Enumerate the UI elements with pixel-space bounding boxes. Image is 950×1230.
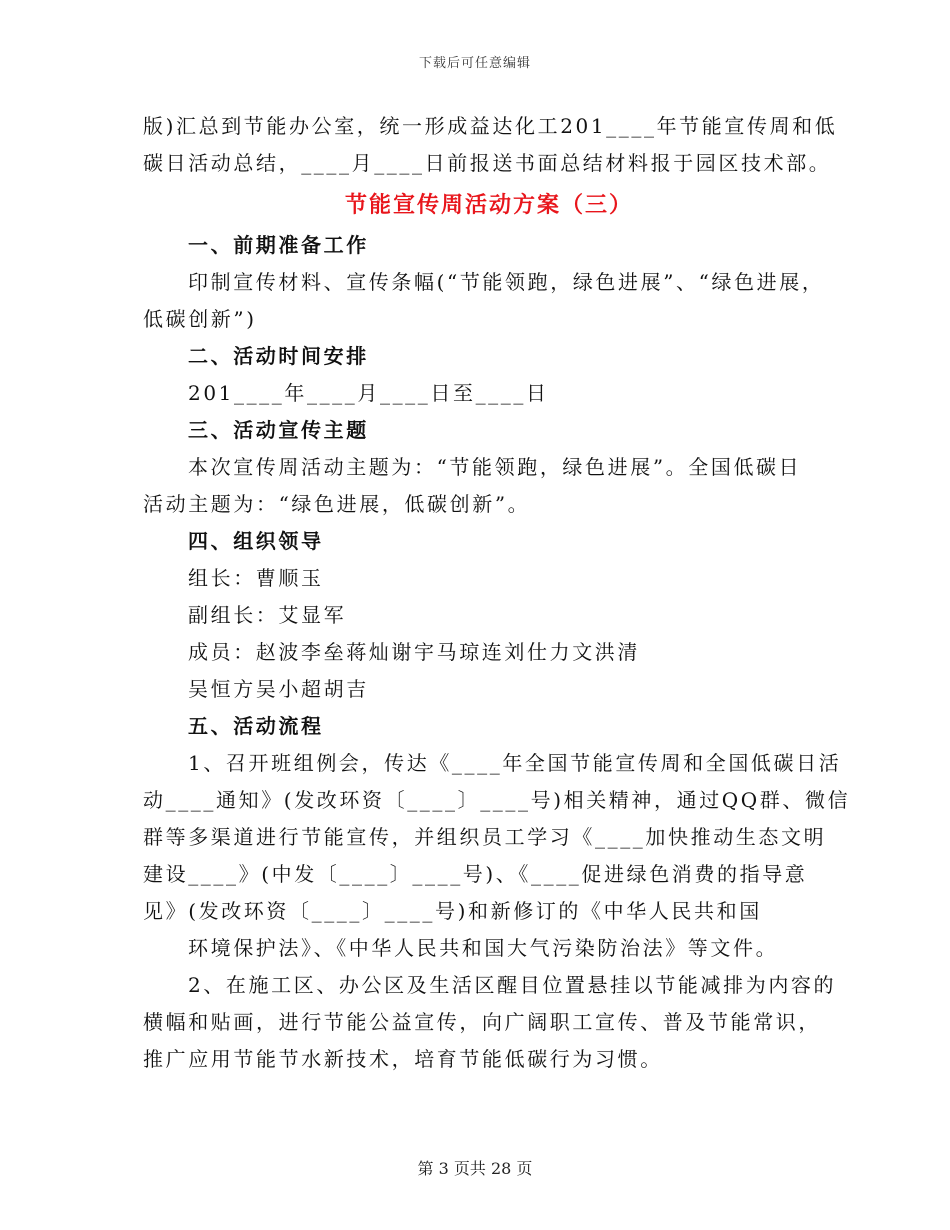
- section-heading: 五、活动流程: [188, 714, 324, 738]
- page-header: 下载后可任意编辑: [418, 56, 531, 71]
- members-line: 吴恒方吴小超胡吉: [188, 677, 369, 701]
- paragraph-line: 横幅和贴画，进行节能公益宣传，向广阔职工宣传、普及节能常识，: [143, 1010, 821, 1034]
- deputy-leader-line: 副组长：艾显军: [188, 603, 347, 627]
- section-heading: 四、组织领导: [188, 529, 324, 553]
- paragraph-line: 201____年____月____日至____日: [188, 381, 549, 405]
- section-heading: 一、前期准备工作: [188, 233, 369, 257]
- paragraph-line: 2、在施工区、办公区及生活区醒目位置悬挂以节能减排为内容的: [188, 973, 837, 997]
- paragraph-line: 环境保护法》、《中华人民共和国大气污染防治法》等文件。: [188, 936, 779, 960]
- paragraph-line: 印制宣传材料、宣传条幅(“节能领跑，绿色进展”、“绿色进展，: [188, 270, 825, 294]
- paragraph-line: 版)汇总到节能办公室，统一形成益达化工201____年节能宣传周和低: [143, 114, 838, 138]
- paragraph-line: 推广应用节能节水新技术，培育节能低碳行为习惯。: [143, 1047, 663, 1071]
- paragraph-line: 本次宣传周活动主题为：“节能领跑，绿色进展”。全国低碳日: [188, 455, 802, 479]
- paragraph-line: 见》(发改环资〔____〕____号)和新修订的《中华人民共和国: [143, 899, 762, 923]
- members-line: 成员：赵波李垒蒋灿谢宇马琼连刘仕力文洪清: [188, 640, 640, 664]
- section-heading: 三、活动宣传主题: [188, 418, 369, 442]
- section-title: 节能宣传周活动方案（三）: [344, 192, 633, 218]
- paragraph-line: 1、召开班组例会，传达《____年全国节能宣传周和全国低碳日活: [188, 751, 842, 775]
- section-heading: 二、活动时间安排: [188, 344, 369, 368]
- paragraph-line: 动____通知》(发改环资〔____〕____号)相关精神，通过QQ群、微信: [143, 788, 851, 812]
- paragraph-line: 活动主题为：“绿色进展，低碳创新”。: [143, 492, 531, 516]
- paragraph-line: 群等多渠道进行节能宣传，并组织员工学习《____加快推动生态文明: [143, 825, 827, 849]
- leader-line: 组长：曹顺玉: [188, 566, 324, 590]
- page-footer: 第 3 页共 28 页: [417, 1159, 533, 1178]
- paragraph-line: 建设____》(中发〔____〕____号)、《____促进绿色消费的指导意: [143, 862, 808, 886]
- document-body: [143, 108, 851, 1078]
- paragraph-line: 低碳创新”): [143, 307, 257, 331]
- paragraph-line: 碳日活动总结，____月____日前报送书面总结材料报于园区技术部。: [143, 151, 832, 175]
